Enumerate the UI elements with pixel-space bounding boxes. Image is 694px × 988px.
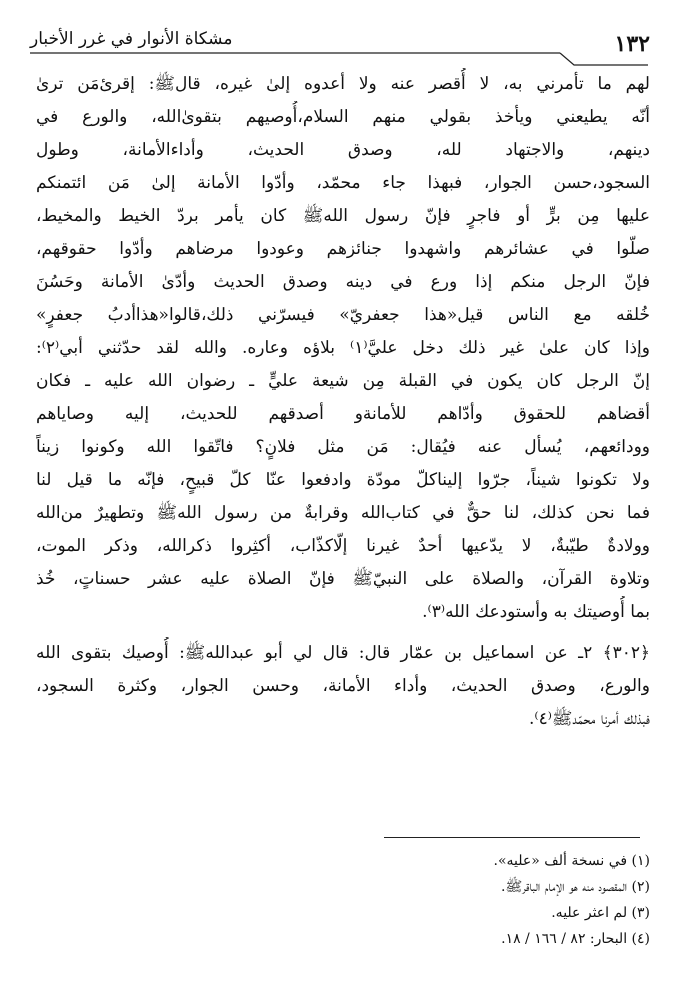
text-line: بما أُوصيتك به وأستودعك الله⁽٣⁾.	[422, 602, 650, 622]
text-line: خُلقه مع الناس قيل«هذا جعفريّ» فيسرّني ذلك،قالوا«هذاأدبُ جعفرٍ»	[36, 305, 650, 325]
text-line: وودائعهم، يُسأل عنه فيُقال: مَن مثل فلانٍ؟ فاتّقوا الله وكونوا زيناً	[36, 437, 650, 457]
header-rule	[30, 52, 648, 66]
text-line: أقضاهم للحقوق وأدّاهم للأمانةو أصدقهم للحديث، إليه وصاياهم	[36, 404, 650, 424]
footnote: (١) في نسخة ألف «عليه».	[493, 853, 650, 869]
text-line: دينهم، والاجتهاد لله، وصدق الحديث، وأداءالأمانة، وطول	[36, 140, 650, 160]
main-text	[36, 68, 650, 736]
text-line: عليها مِن برٍّ أو فاجرٍ فإنّ رسول الله‏ﷺ كان يأمر بردّ الخيط والمخيط،	[36, 206, 650, 226]
text-line: وإذا كان علىٰ غير ذلك دخل عليَّ⁽١⁾ بلاؤه وعاره. والله لقد حدّثني أبي⁽٢⁾:	[36, 338, 650, 358]
page-header	[30, 26, 650, 66]
paragraph-gap	[36, 629, 650, 637]
text-line: إنّ الرجل كان يكون في القبلة مِن شيعة عليٍّ ـ رضوان الله عليه ـ فكان	[36, 371, 650, 391]
text-line: والورع، وصدق الحديث، وأداء الأمانة، وحسن الجوار، وكثرة السجود،	[36, 676, 650, 696]
text-line: وتلاوة القرآن، والصلاة على النبيّ‏ﷺ فإنّ الصلاة عليه عشر حسناتٍ، خُذ	[36, 569, 650, 589]
text-line: فبذلك أمرنا محمّد‏ﷺ⁽٤⁾.	[528, 709, 650, 729]
footnote: (٢) المقصود منه هو الإمام الباقر‏ﷺ.	[500, 879, 650, 895]
text-line: صلّوا في عشائرهم واشهدوا جنائزهم وعودوا مرضاهم وأدّوا حقوقهم،	[36, 239, 650, 259]
text-line: فإنّ الرجل منكم إذا ورع في دينه وصدق الحديث وأدّىٰ الأمانة وحَسُنَ	[36, 272, 650, 292]
footnote: (٤) البحار: ٨٢ / ١٦٦ / ١٨.	[501, 931, 650, 947]
text-line: وولادةٌ طيّبةٌ، لا يدّعيها أحدٌ غيرنا إلّاكذّاب، أكثِروا ذكرالله، وذكر الموت،	[36, 536, 650, 556]
text-line: السجود،حسن الجوار، فبهذا جاء محمّد، وأدّوا الأمانة إلىٰ مَن ائتمنكم	[36, 173, 650, 193]
footnote: (٣) لم اعثر عليه.	[551, 905, 650, 921]
footnote-separator	[384, 837, 640, 838]
text-line: لهم ما تأمرني به، لا أُقصر عنه ولا أعدوه إلىٰ غيره، قال‏ﷺ: إقرئ‌مَن ترىٰ	[36, 74, 650, 94]
text-line: أنّه يطيعني ويأخذ بقولي منهم السلام،أُوصيهم بتقوىٰ‌الله، والورع في	[36, 107, 650, 127]
footnotes	[170, 848, 650, 952]
page-number: ١٣٢	[614, 31, 650, 57]
running-title: مشكاة الأنوار في غرر الأخبار	[30, 29, 233, 49]
text-line: ﴿٣٠٢﴾ ٢ـ عن اسماعيل بن عمّار قال: قال لي أبو عبدالله‏ﷺ: أُوصيك بتقوى الله	[36, 643, 650, 663]
text-line: فما نحن كذلك، لنا حقٌّ في كتاب‌الله وقرابةٌ من رسول الله‏ﷺ وتطهيرٌ من‌الله	[36, 503, 650, 523]
text-line: ولا تكونوا شيناً، جرّوا إليناكلّ مودّة وادفعوا عنّا كلّ قبيحٍ، فإنّه ما قيل لنا	[36, 470, 650, 490]
